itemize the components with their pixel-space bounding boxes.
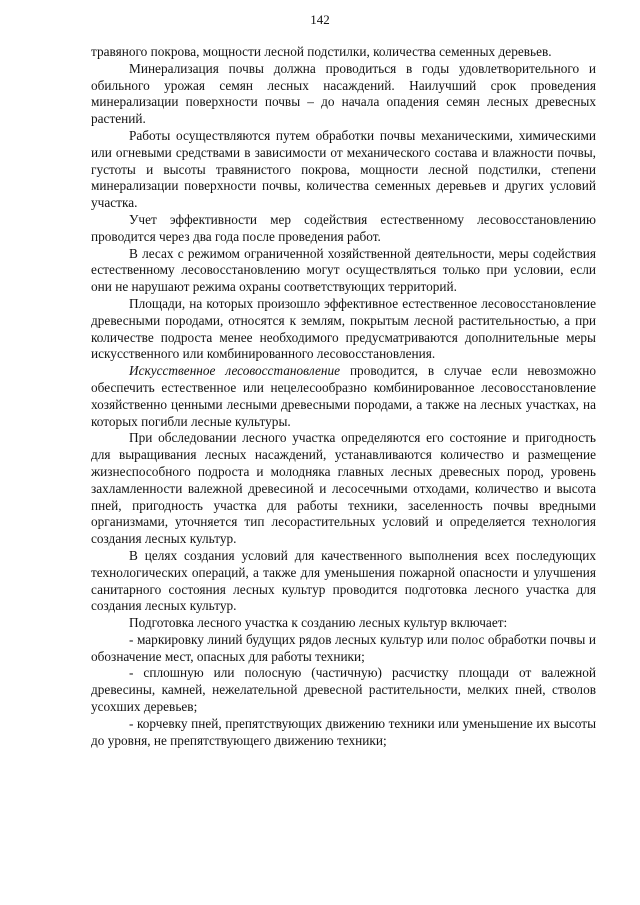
paragraph-artificial-reforestation-text: проводится, в случае если невозможно обеспечить естественное или нецелесообразно комбинированное лесовосстановление хозяйственно ценными лесными древесными породами, а также на лесных участках, на которых погибли лесные культуры. [91,363,596,429]
paragraph-artificial-reforestation [91,363,596,430]
document-body [91,44,596,749]
paragraph-work-methods: Работы осуществляются путем обработки почвы механическими, химическими или огневыми средствами в зависимости от механического состава и влажности почвы, густоты и высоты травянистого покрова, мощности лесной подстилки, степени минерализации поверхности почвы, количества семенных деревьев и других условий участка. [91,127,596,211]
paragraph-efficiency-accounting: Учет эффективности мер содействия естественному лесовосстановлению проводится через два года после проведения работ. [91,211,596,244]
list-item-marking: - маркировку линий будущих рядов лесных культур или полос обработки почвы и обозначение мест, опасных для работы техники; [91,631,596,664]
paragraph-restricted-forests: В лесах с режимом ограниченной хозяйственной деятельности, меры содействия естественному лесовосстановлению могут осуществляться только при условии, если они не нарушают режима охраны соответствующих территорий. [91,245,596,295]
term-artificial-reforestation: Искусственное лесовосстановление [129,363,341,379]
page-number: 142 [310,12,330,27]
paragraph-site-survey: При обследовании лесного участка определяются его состояние и пригодность для выращивания лесных насаждений, устанавливаются количество и размещение жизнеспособного подроста и молодняка главных лесных древесных пород, уровень захламленности валежной древесиной и лесосечными отходами, количество и высота пней, пригодность участка для работы техники, заселенность почвы вредными организмами, уточняется тип лесорастительных условий и определяется технология создания лесных культур. [91,430,596,547]
paragraph-preparation-includes: Подготовка лесного участка к созданию лесных культур включает: [129,615,508,631]
list-item-stump-removal: - корчевку пней, препятствующих движению техники или уменьшение их высоты до уровня, не препятствующего движению техники; [91,715,596,748]
list-item-clearing: - сплошную или полосную (частичную) расчистку площади от валежной древесины, камней, нежелательной древесной растительности, мелких пней, стволов усохших деревьев; [91,665,596,715]
paragraph-effective-areas: Площади, на которых произошло эффективное естественное лесовосстановление древесными породами, относятся к землям, покрытым лесной растительностью, а при количестве подроста менее необходимого предусматриваются дополнительные меры искусственного или комбинированного лесовосстановления. [91,295,596,362]
paragraph-mineralization-timing: Минерализация почвы должна проводиться в годы удовлетворительного и обильного урожая семян лесных насаждений. Наилучший срок проведения минерализации поверхности почвы – до начала опадения семян лесных древесных растений. [91,60,596,127]
paragraph-site-preparation-purpose: В целях создания условий для качественного выполнения всех последующих технологических операций, а также для уменьшения пожарной опасности и улучшения санитарного состояния лесных культур проводится подготовка лесного участка для создания лесных культур. [91,547,596,614]
paragraph-continuation: травяного покрова, мощности лесной подстилки, количества семенных деревьев. [91,44,552,59]
